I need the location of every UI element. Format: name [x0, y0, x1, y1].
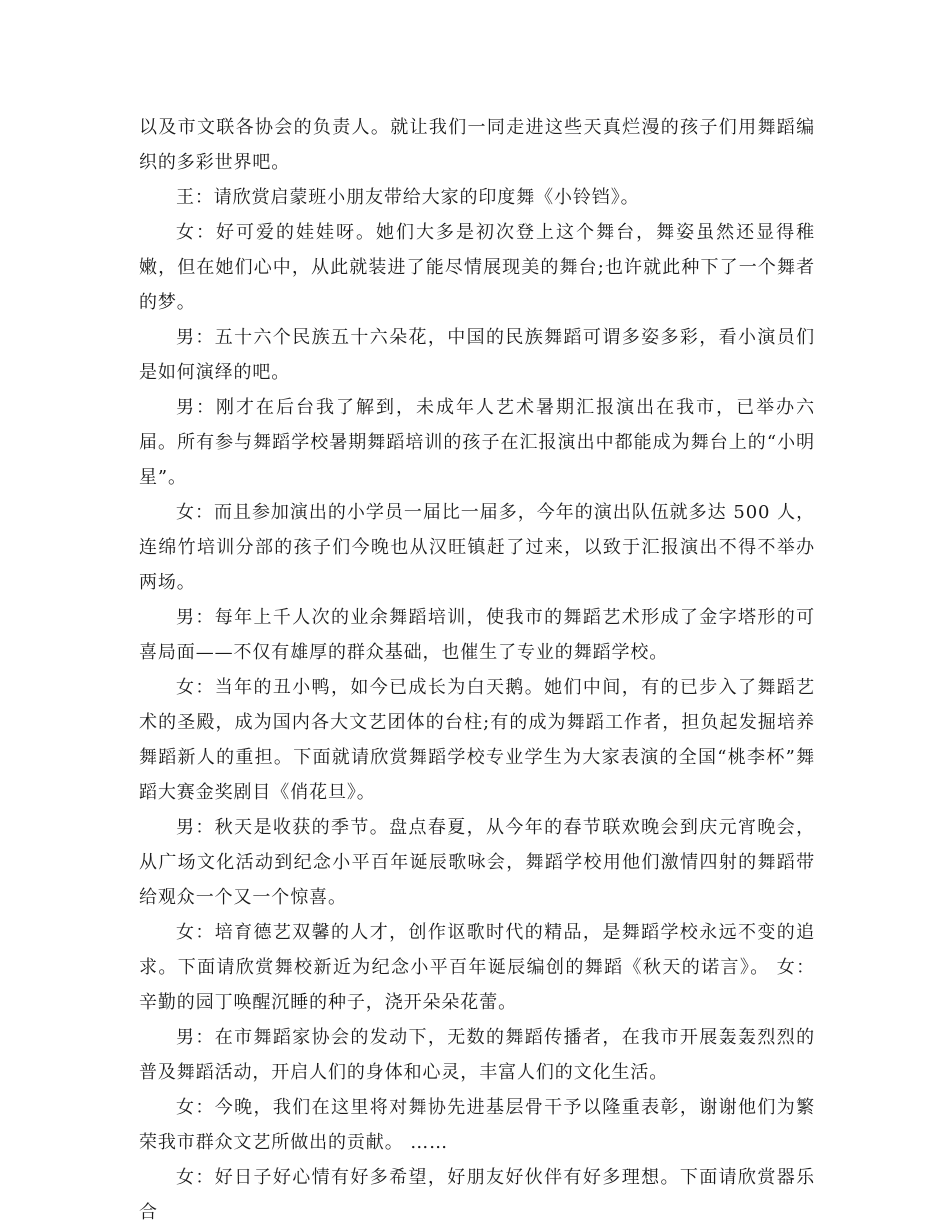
paragraph: 女：好日子好心情有好多希望，好朋友好伙伴有好多理想。下面请欣赏器乐合: [139, 1167, 815, 1223]
paragraph: 男：五十六个民族五十六朵花，中国的民族舞蹈可谓多姿多彩，看小演员们是如何演绎的吧。: [139, 327, 815, 383]
paragraph: 男：在市舞蹈家协会的发动下，无数的舞蹈传播者，在我市开展轰轰烈烈的普及舞蹈活动，开启人们的身体和心灵，丰富人们的文化生活。: [139, 1027, 815, 1083]
document-body: [139, 110, 815, 1230]
paragraph: 女：当年的丑小鸭，如今已成长为白天鹅。她们中间，有的已步入了舞蹈艺术的圣殿，成为国内各大文艺团体的台柱;有的成为舞蹈工作者，担负起发掘培养舞蹈新人的重担。下面就请欣赏舞蹈学校专业学生为大家表演的全国“桃李杯”舞蹈大赛金奖剧目《俏花旦》。: [139, 677, 815, 803]
paragraph: 女：而且参加演出的小学员一届比一届多，今年的演出队伍就多达 500 人，连绵竹培训分部的孩子们今晚也从汉旺镇赶了过来，以致于汇报演出不得不举办两场。: [139, 502, 815, 593]
paragraph: 男：秋天是收获的季节。盘点春夏，从今年的春节联欢晚会到庆元宵晚会，从广场文化活动到纪念小平百年诞辰歌咏会，舞蹈学校用他们激情四射的舞蹈带给观众一个又一个惊喜。: [139, 817, 815, 908]
paragraph: 男：刚才在后台我了解到，未成年人艺术暑期汇报演出在我市，已举办六届。所有参与舞蹈学校暑期舞蹈培训的孩子在汇报演出中都能成为舞台上的“小明星”。: [139, 397, 815, 488]
paragraph: 女：好可爱的娃娃呀。她们大多是初次登上这个舞台，舞姿虽然还显得稚嫩，但在她们心中，从此就装进了能尽情展现美的舞台;也许就此种下了一个舞者的梦。: [139, 222, 815, 313]
paragraph: 以及市文联各协会的负责人。就让我们一同走进这些天真烂漫的孩子们用舞蹈编织的多彩世界吧。: [139, 117, 815, 173]
paragraph: 女：培育德艺双馨的人才，创作讴歌时代的精品，是舞蹈学校永远不变的追求。下面请欣赏舞校新近为纪念小平百年诞辰编创的舞蹈《秋天的诺言》。 女：辛勤的园丁唤醒沉睡的种子，浇开朵朵花蕾。: [139, 922, 815, 1013]
paragraph: 女：今晚，我们在这里将对舞协先进基层骨干予以隆重表彰，谢谢他们为繁荣我市群众文艺所做出的贡献。 ……: [139, 1097, 815, 1153]
paragraph: 男：每年上千人次的业余舞蹈培训，使我市的舞蹈艺术形成了金字塔形的可喜局面——不仅有雄厚的群众基础，也催生了专业的舞蹈学校。: [139, 607, 815, 663]
paragraph: 王：请欣赏启蒙班小朋友带给大家的印度舞《小铃铛》。: [176, 187, 640, 208]
